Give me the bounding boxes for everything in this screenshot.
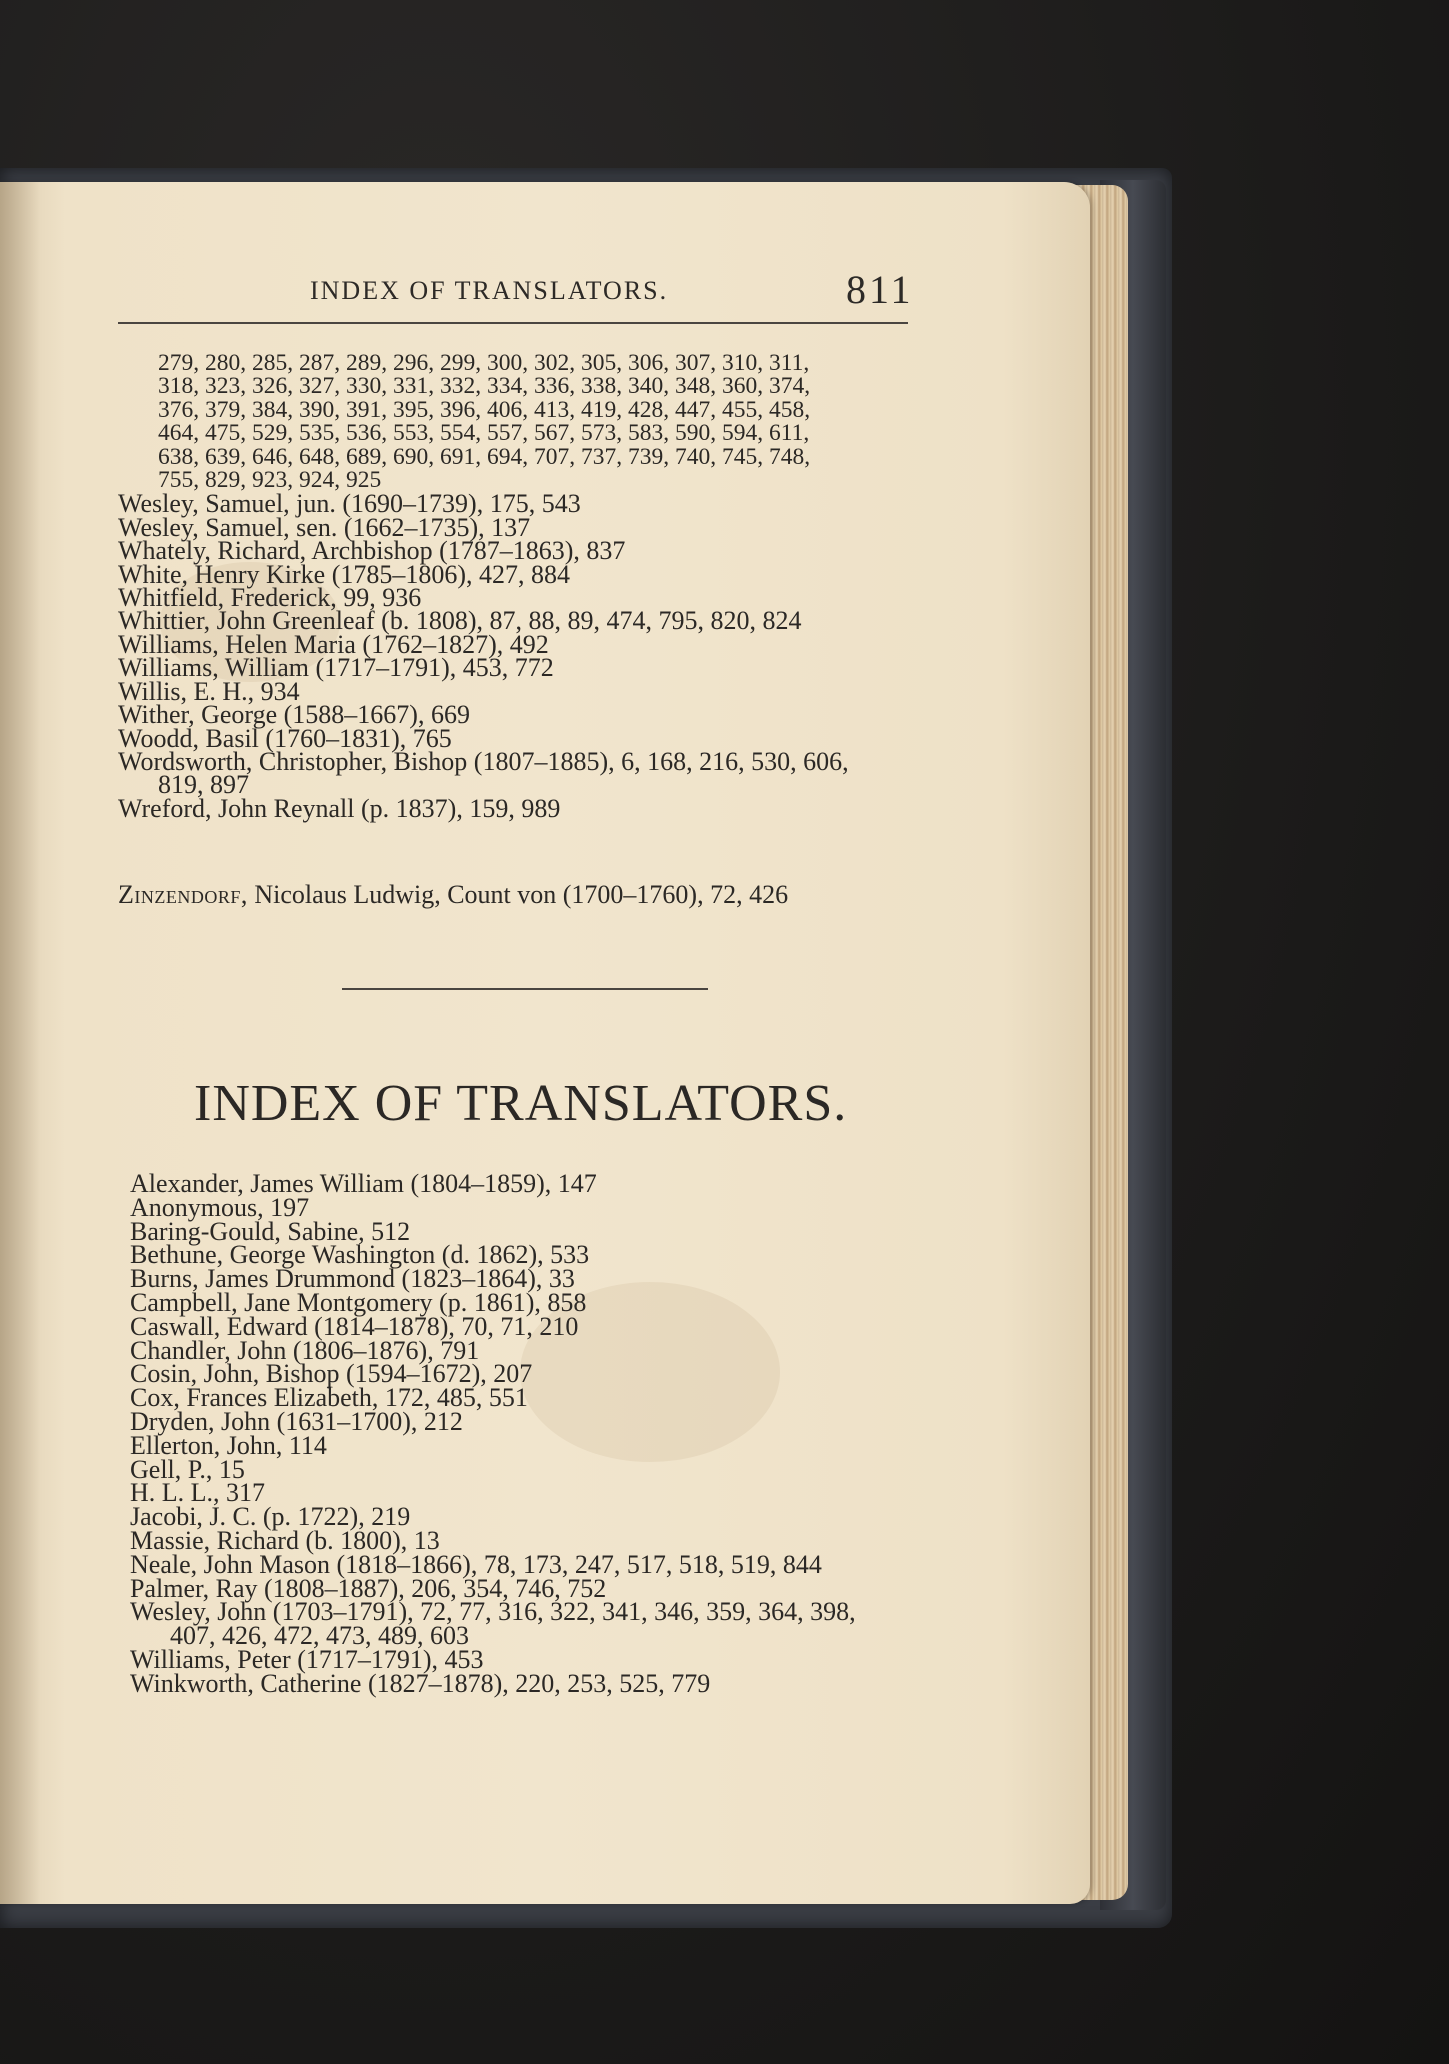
- index-entry: Williams, William (1717–1791), 453, 772: [118, 653, 554, 683]
- index-entry: Jacobi, J. C. (p. 1722), 219: [130, 1502, 411, 1532]
- gutter-shadow: [0, 182, 40, 1904]
- index-entry-continuation: 464, 475, 529, 535, 536, 553, 554, 557, 567, 573, 583, 590, 594, 611,: [158, 420, 810, 447]
- index-entry: Chandler, John (1806–1876), 791: [130, 1335, 480, 1365]
- continued-index-block: [118, 350, 948, 823]
- index-entry-continuation: 407, 426, 472, 473, 489, 603: [170, 1621, 469, 1651]
- translators-list: [130, 1169, 990, 1698]
- header-rule: [118, 322, 908, 324]
- index-entry: H. L. L., 317: [130, 1478, 266, 1508]
- index-entry-zinzendorf: [118, 880, 788, 910]
- index-entry: Ellerton, John, 114: [130, 1430, 327, 1460]
- index-entry: Winkworth, Catherine (1827–1878), 220, 253, 525, 779: [130, 1668, 711, 1698]
- index-entry: Whittier, John Greenleaf (b. 1808), 87, 88, 89, 474, 795, 820, 824: [118, 606, 802, 636]
- index-entry: Wesley, John (1703–1791), 72, 77, 316, 322, 341, 346, 359, 364, 398,: [130, 1597, 856, 1627]
- section-title: INDEX OF TRANSLATORS.: [194, 1075, 848, 1132]
- index-entry: Williams, Helen Maria (1762–1827), 492: [118, 629, 549, 659]
- index-entry: Woodd, Basil (1760–1831), 765: [118, 723, 452, 753]
- index-entry: Wesley, Samuel, sen. (1662–1735), 137: [118, 512, 531, 542]
- index-entry: Dryden, John (1631–1700), 212: [130, 1406, 463, 1436]
- index-entry: Gell, P., 15: [130, 1454, 245, 1484]
- page-number: 811: [846, 267, 914, 312]
- index-entry-continuation: 819, 897: [158, 770, 249, 800]
- index-entry: Alexander, James William (1804–1859), 147: [130, 1169, 597, 1198]
- running-head: INDEX OF TRANSLATORS.: [310, 276, 669, 305]
- index-entry: Anonymous, 197: [130, 1192, 310, 1222]
- index-entry: Willis, E. H., 934: [118, 676, 300, 706]
- index-entry: Bethune, George Washington (d. 1862), 533: [130, 1240, 590, 1270]
- index-entry: Caswall, Edward (1814–1878), 70, 71, 210: [130, 1311, 579, 1341]
- index-entry: Palmer, Ray (1808–1887), 206, 354, 746, 752: [130, 1573, 607, 1603]
- section-divider: [342, 988, 708, 990]
- entry-details: Nicolaus Ludwig, Count von (1700–1760), 72, 426: [247, 880, 789, 909]
- index-entry: Williams, Peter (1717–1791), 453: [130, 1644, 484, 1674]
- index-entry: White, Henry Kirke (1785–1806), 427, 884: [118, 559, 571, 589]
- index-entry-continuation: 638, 639, 646, 648, 689, 690, 691, 694, 707, 737, 739, 740, 745, 748,: [158, 443, 811, 470]
- entry-surname: Zinzendorf,: [118, 880, 248, 909]
- index-entry-continuation: 755, 829, 923, 924, 925: [158, 467, 382, 494]
- index-entry: Massie, Richard (b. 1800), 13: [130, 1525, 440, 1555]
- index-entry: Wither, George (1588–1667), 669: [118, 700, 470, 730]
- index-entry: Burns, James Drummond (1823–1864), 33: [130, 1264, 575, 1294]
- index-entry: Wordsworth, Christopher, Bishop (1807–1885), 6, 168, 216, 530, 606,: [118, 746, 849, 776]
- index-entry-continuation: 279, 280, 285, 287, 289, 296, 299, 300, 302, 305, 306, 307, 310, 311,: [158, 350, 810, 376]
- index-entry-continuation: 376, 379, 384, 390, 391, 395, 396, 406, 413, 419, 428, 447, 455, 458,: [158, 396, 811, 423]
- index-entry: Baring-Gould, Sabine, 512: [130, 1216, 411, 1246]
- book-page: [0, 182, 1090, 1904]
- index-entry-continuation: 318, 323, 326, 327, 330, 331, 332, 334, 336, 338, 340, 348, 360, 374,: [158, 373, 811, 400]
- index-entry: Campbell, Jane Montgomery (p. 1861), 858: [130, 1287, 587, 1317]
- index-entry: Cosin, John, Bishop (1594–1672), 207: [130, 1359, 533, 1389]
- index-entry: Whately, Richard, Archbishop (1787–1863), 837: [118, 536, 626, 566]
- index-entry: Cox, Frances Elizabeth, 172, 485, 551: [130, 1383, 528, 1413]
- index-entry: Neale, John Mason (1818–1866), 78, 173, 247, 517, 518, 519, 844: [130, 1549, 822, 1579]
- index-entry: Wreford, John Reynall (p. 1837), 159, 989: [118, 793, 561, 823]
- index-entry: Wesley, Samuel, jun. (1690–1739), 175, 543: [118, 489, 581, 519]
- index-entry: Whitfield, Frederick, 99, 936: [118, 583, 422, 613]
